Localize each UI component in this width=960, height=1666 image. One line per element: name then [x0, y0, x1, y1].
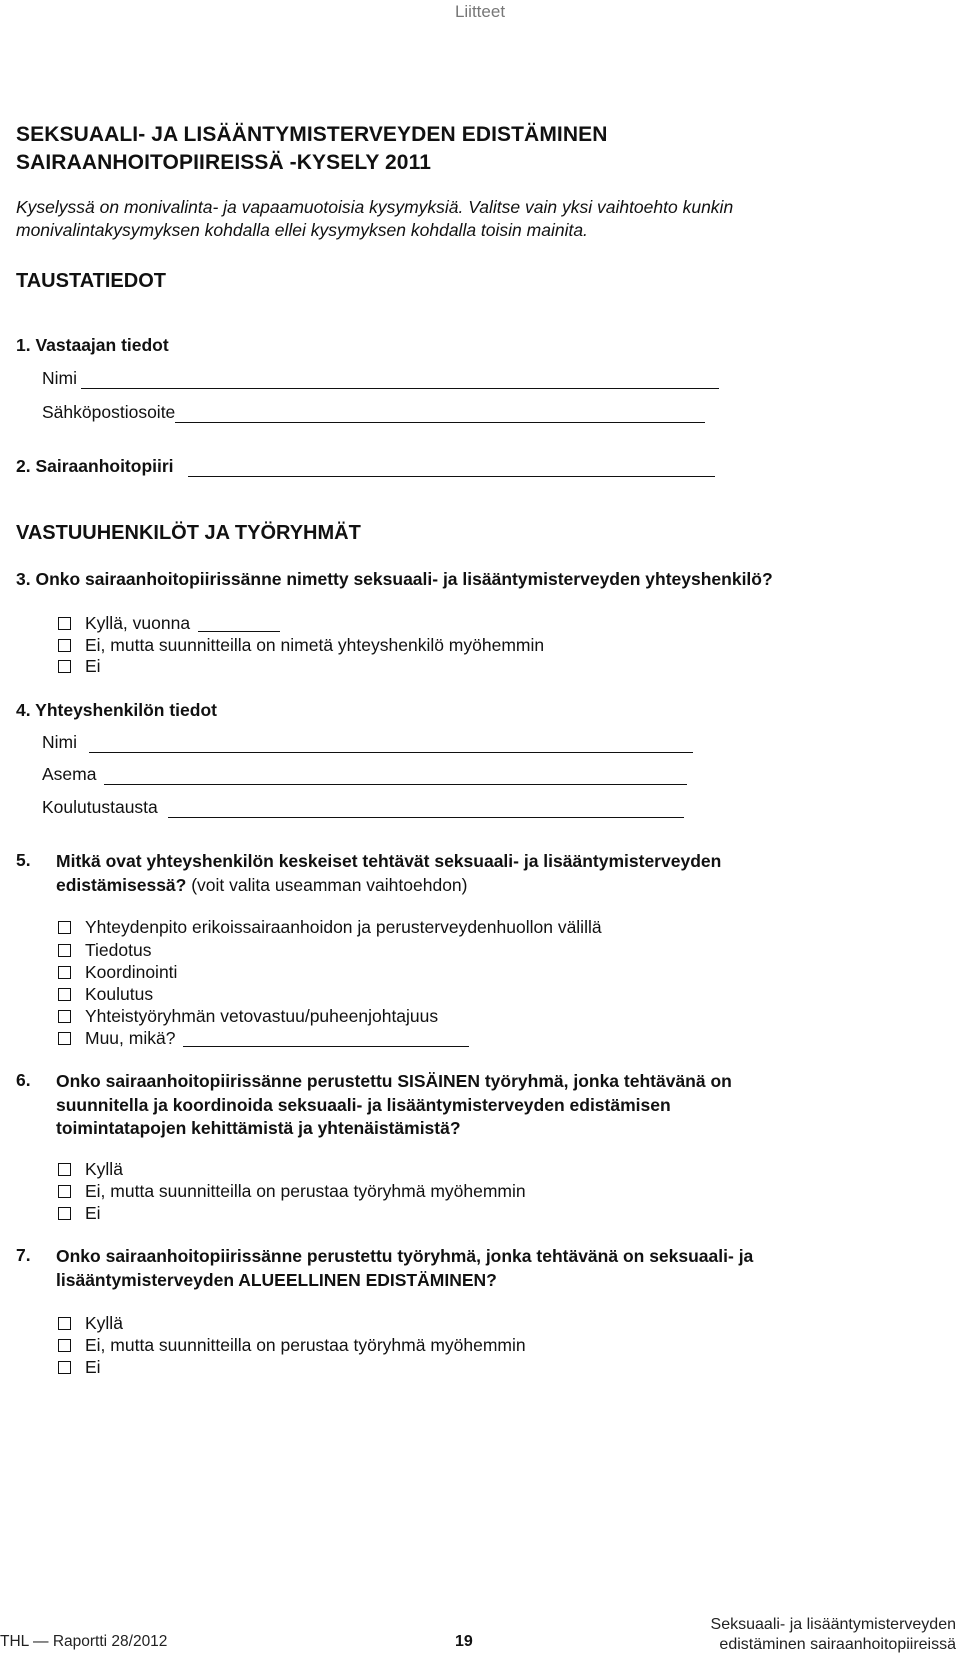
q4-label: 4. Yhteyshenkilön tiedot [16, 700, 217, 720]
q6-question [56, 1070, 916, 1141]
q7-question [56, 1245, 916, 1292]
q4-name-line[interactable] [89, 734, 693, 753]
footer-title-line2: edistäminen sairaanhoitopiireissä [719, 1636, 956, 1653]
q4-name-label: Nimi [42, 732, 77, 752]
q3-option-2-label: Ei, mutta suunnitteilla on nimetä yhteyshenkilö myöhemmin [85, 635, 545, 655]
q4-position-line[interactable] [104, 766, 687, 785]
q1-email-label: Sähköpostiosoite [42, 402, 176, 422]
q7-option-1[interactable] [58, 1313, 123, 1334]
q6-number: 6. [16, 1070, 31, 1090]
checkbox[interactable] [58, 944, 71, 957]
section-background: TAUSTATIEDOT [16, 270, 166, 292]
q5-option-3-label: Koordinointi [85, 962, 178, 982]
q7-option-2[interactable] [58, 1335, 526, 1356]
q4-name-field[interactable] [42, 732, 693, 753]
q5-question [56, 850, 916, 897]
q5-number: 5. [16, 850, 31, 870]
q4-education-line[interactable] [168, 799, 684, 818]
q5-line2 [56, 874, 916, 898]
q7-line2: lisääntymisterveyden ALUEELLINEN EDISTÄMINEN? [56, 1269, 497, 1290]
page-number: 19 [455, 1633, 473, 1650]
q5-option-2-label: Tiedotus [85, 940, 152, 960]
survey-title [16, 121, 608, 177]
q4-position-label: Asema [42, 764, 97, 784]
q5-option-1-label: Yhteydenpito erikoissairaanhoidon ja perusterveydenhuollon välillä [85, 917, 602, 937]
q1-email-field[interactable] [42, 402, 705, 423]
survey-title-line2: SAIRAANHOITOPIIREISSÄ -KYSELY 2011 [16, 151, 431, 174]
checkbox[interactable] [58, 1317, 71, 1330]
survey-intro [16, 196, 916, 242]
checkbox[interactable] [58, 639, 71, 652]
q5-other-line[interactable] [183, 1030, 469, 1047]
checkbox[interactable] [58, 617, 71, 630]
q1-name-line[interactable] [81, 370, 719, 389]
q5-option-6[interactable] [58, 1028, 469, 1049]
q5-line1: Mitkä ovat yhteyshenkilön keskeiset tehtävät seksuaali- ja lisääntymisterveyden [56, 851, 722, 871]
checkbox[interactable] [58, 966, 71, 979]
q7-number: 7. [16, 1245, 31, 1265]
checkbox[interactable] [58, 988, 71, 1001]
q6-line2: suunnitella ja koordinoida seksuaali- ja lisääntymisterveyden edistämisen [56, 1094, 671, 1115]
footer-title [711, 1615, 956, 1655]
q6-option-2-label: Ei, mutta suunnitteilla on perustaa työryhmä myöhemmin [85, 1181, 526, 1201]
q1-label: 1. Vastaajan tiedot [16, 335, 169, 355]
q6-line1: Onko sairaanhoitopiirissänne perustettu SISÄINEN työryhmä, jonka tehtävänä on [56, 1071, 732, 1091]
checkbox[interactable] [58, 1032, 71, 1045]
intro-line1: Kyselyssä on monivalinta- ja vapaamuotoisia kysymyksiä. Valitse vain yksi vaihtoehto kunkin [16, 197, 734, 217]
q7-option-2-label: Ei, mutta suunnitteilla on perustaa työryhmä myöhemmin [85, 1335, 526, 1355]
checkbox[interactable] [58, 1361, 71, 1374]
intro-line2: monivalintakysymyksen kohdalla ellei kysymyksen kohdalla toisin mainita. [16, 220, 588, 240]
q4-education-label: Koulutustausta [42, 797, 158, 817]
q5-option-2[interactable] [58, 940, 151, 961]
q5-option-4-label: Koulutus [85, 984, 154, 1004]
survey-title-line1: SEKSUAALI- JA LISÄÄNTYMISTERVEYDEN EDISTÄMINEN [16, 123, 608, 146]
q4-position-field[interactable] [42, 764, 687, 785]
q5-option-1[interactable] [58, 917, 602, 938]
q2-label: 2. Sairaanhoitopiiri [16, 456, 174, 476]
checkbox[interactable] [58, 1185, 71, 1198]
q5-option-5[interactable] [58, 1006, 438, 1027]
q3-option-1[interactable] [58, 613, 280, 634]
checkbox[interactable] [58, 1339, 71, 1352]
q1-email-line[interactable] [175, 404, 705, 423]
q1-name-label: Nimi [42, 368, 77, 388]
page-header: Liitteet [454, 2, 506, 21]
q3-year-line[interactable] [198, 615, 280, 632]
section-responsibles: VASTUUHENKILÖT JA TYÖRYHMÄT [16, 522, 361, 544]
q3-option-3[interactable] [58, 656, 101, 677]
checkbox[interactable] [58, 660, 71, 673]
q5-option-3[interactable] [58, 962, 177, 983]
q3-option-2[interactable] [58, 635, 544, 656]
q5-option-5-label: Yhteistyöryhmän vetovastuu/puheenjohtajuus [85, 1006, 439, 1026]
q3-option-1-label: Kyllä, vuonna [85, 613, 191, 633]
q3-label: 3. Onko sairaanhoitopiirissänne nimetty seksuaali- ja lisääntymisterveyden yhteyshenkilö? [16, 569, 773, 589]
q7-line1: Onko sairaanhoitopiirissänne perustettu työryhmä, jonka tehtävänä on seksuaali- ja [56, 1246, 754, 1266]
q7-option-3[interactable] [58, 1357, 101, 1378]
checkbox[interactable] [58, 1207, 71, 1220]
q5-line2-bold: edistämisessä? [56, 874, 187, 895]
q2-line[interactable] [188, 458, 715, 477]
q5-option-6-label: Muu, mikä? [85, 1028, 176, 1048]
q5-line2-normal: (voit valita useamman vaihtoehdon) [191, 874, 468, 895]
q7-option-1-label: Kyllä [85, 1313, 123, 1333]
q6-option-3-label: Ei [85, 1203, 101, 1223]
q6-line3: toimintatapojen kehittämistä ja yhtenäistämistä? [56, 1118, 461, 1138]
footer-title-line1: Seksuaali- ja lisääntymisterveyden [710, 1616, 956, 1633]
q5-option-4[interactable] [58, 984, 153, 1005]
checkbox[interactable] [58, 1163, 71, 1176]
checkbox[interactable] [58, 921, 71, 934]
q6-option-3[interactable] [58, 1203, 101, 1224]
q2-field[interactable] [16, 456, 715, 477]
q1-name-field[interactable] [42, 368, 719, 389]
q6-option-1-label: Kyllä [85, 1159, 123, 1179]
q7-option-3-label: Ei [85, 1357, 101, 1377]
q3-option-3-label: Ei [85, 656, 101, 676]
checkbox[interactable] [58, 1010, 71, 1023]
footer-report: THL — Raportti 28/2012 [0, 1633, 168, 1650]
q6-option-2[interactable] [58, 1181, 526, 1202]
q4-education-field[interactable] [42, 797, 684, 818]
q6-option-1[interactable] [58, 1159, 123, 1180]
